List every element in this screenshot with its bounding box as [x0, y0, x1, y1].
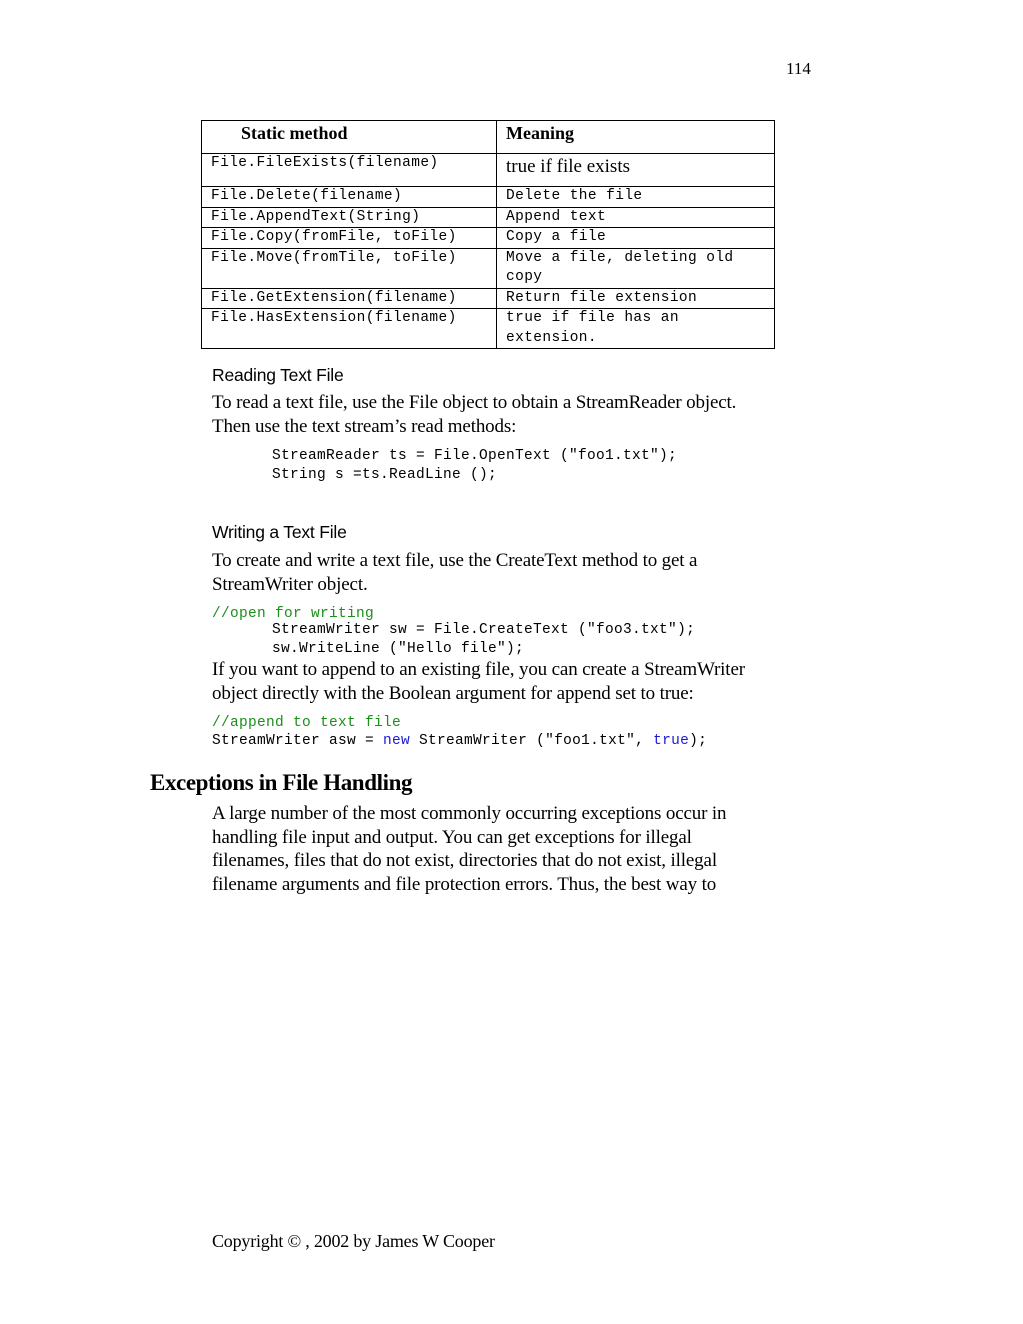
append-para-line: If you want to append to an existing file, you can create a StreamWriter: [212, 659, 745, 680]
header-static-method: Static method: [202, 121, 497, 154]
reading-paragraph: [212, 391, 812, 438]
exceptions-para-line: filenames, files that do not exist, directories that do not exist, illegal: [212, 850, 717, 871]
code-comment: //open for writing: [212, 606, 375, 622]
exceptions-para-line: handling file input and output. You can get exceptions for illegal: [212, 826, 692, 848]
section-title: Exceptions in File Handling: [150, 770, 413, 795]
code-text: StreamWriter ("foo1.txt",: [410, 733, 654, 749]
exceptions-para-line: A large number of the most commonly occurring exceptions occur in: [212, 803, 727, 824]
method-cell: File.HasExtension(filename): [202, 309, 497, 349]
method-cell: File.Delete(filename): [202, 187, 497, 208]
method-cell: File.AppendText(String): [202, 207, 497, 228]
writing-code-block: [272, 621, 695, 658]
code-keyword: true: [653, 733, 690, 749]
code-text: );: [689, 733, 708, 749]
append-paragraph: [212, 658, 812, 705]
writing-para-line: To create and write a text file, use the CreateText method to get a: [212, 550, 698, 571]
append-para-line: object directly with the Boolean argument for append set to true:: [212, 682, 694, 704]
exceptions-para-line: filename arguments and file protection errors. Thus, the best way to: [212, 873, 717, 895]
table-row: [202, 207, 775, 228]
writing-paragraph: [212, 549, 812, 596]
table-row: [202, 154, 775, 187]
append-code-line: [212, 732, 707, 751]
reading-heading: Reading Text File: [212, 365, 344, 385]
table-row: [202, 309, 775, 349]
table-row: [202, 248, 775, 288]
code-text: StreamWriter asw =: [212, 733, 384, 749]
meaning-cell: true if file has an extension.: [497, 309, 775, 349]
writing-para-line: StreamWriter object.: [212, 573, 368, 595]
method-cell: File.Copy(fromFile, toFile): [202, 228, 497, 249]
reading-para-line: To read a text file, use the File object to obtain a StreamReader object.: [212, 392, 737, 413]
method-cell: File.FileExists(filename): [202, 154, 497, 187]
meaning-cell: Move a file, deleting old copy: [497, 248, 775, 288]
table-row: [202, 228, 775, 249]
method-cell: File.GetExtension(filename): [202, 288, 497, 309]
static-methods-table: [201, 120, 775, 349]
meaning-cell: Copy a file: [497, 228, 775, 249]
code-keyword: new: [383, 733, 411, 749]
table-row: [202, 187, 775, 208]
copyright-footer: Copyright © , 2002 by James W Cooper: [212, 1231, 495, 1251]
reading-para-line: Then use the text stream’s read methods:: [212, 415, 517, 437]
table-row: [202, 288, 775, 309]
table-header-row: [202, 121, 775, 154]
exceptions-paragraph: [212, 802, 812, 896]
header-meaning: Meaning: [497, 121, 775, 154]
meaning-cell: true if file exists: [497, 154, 775, 187]
method-cell: File.Move(fromTile, toFile): [202, 248, 497, 288]
code-comment: //append to text file: [212, 715, 402, 731]
writing-heading: Writing a Text File: [212, 522, 347, 542]
code-line: StreamReader ts = File.OpenText ("foo1.txt");: [272, 448, 678, 464]
reading-code-block: [272, 447, 677, 484]
code-line: StreamWriter sw = File.CreateText ("foo3.txt");: [272, 622, 696, 638]
page-number: 114: [786, 59, 811, 78]
code-line: sw.WriteLine ("Hello file");: [272, 640, 525, 657]
code-line: String s =ts.ReadLine ();: [272, 466, 498, 483]
meaning-cell: Return file extension: [497, 288, 775, 309]
meaning-cell: Append text: [497, 207, 775, 228]
meaning-cell: Delete the file: [497, 187, 775, 208]
